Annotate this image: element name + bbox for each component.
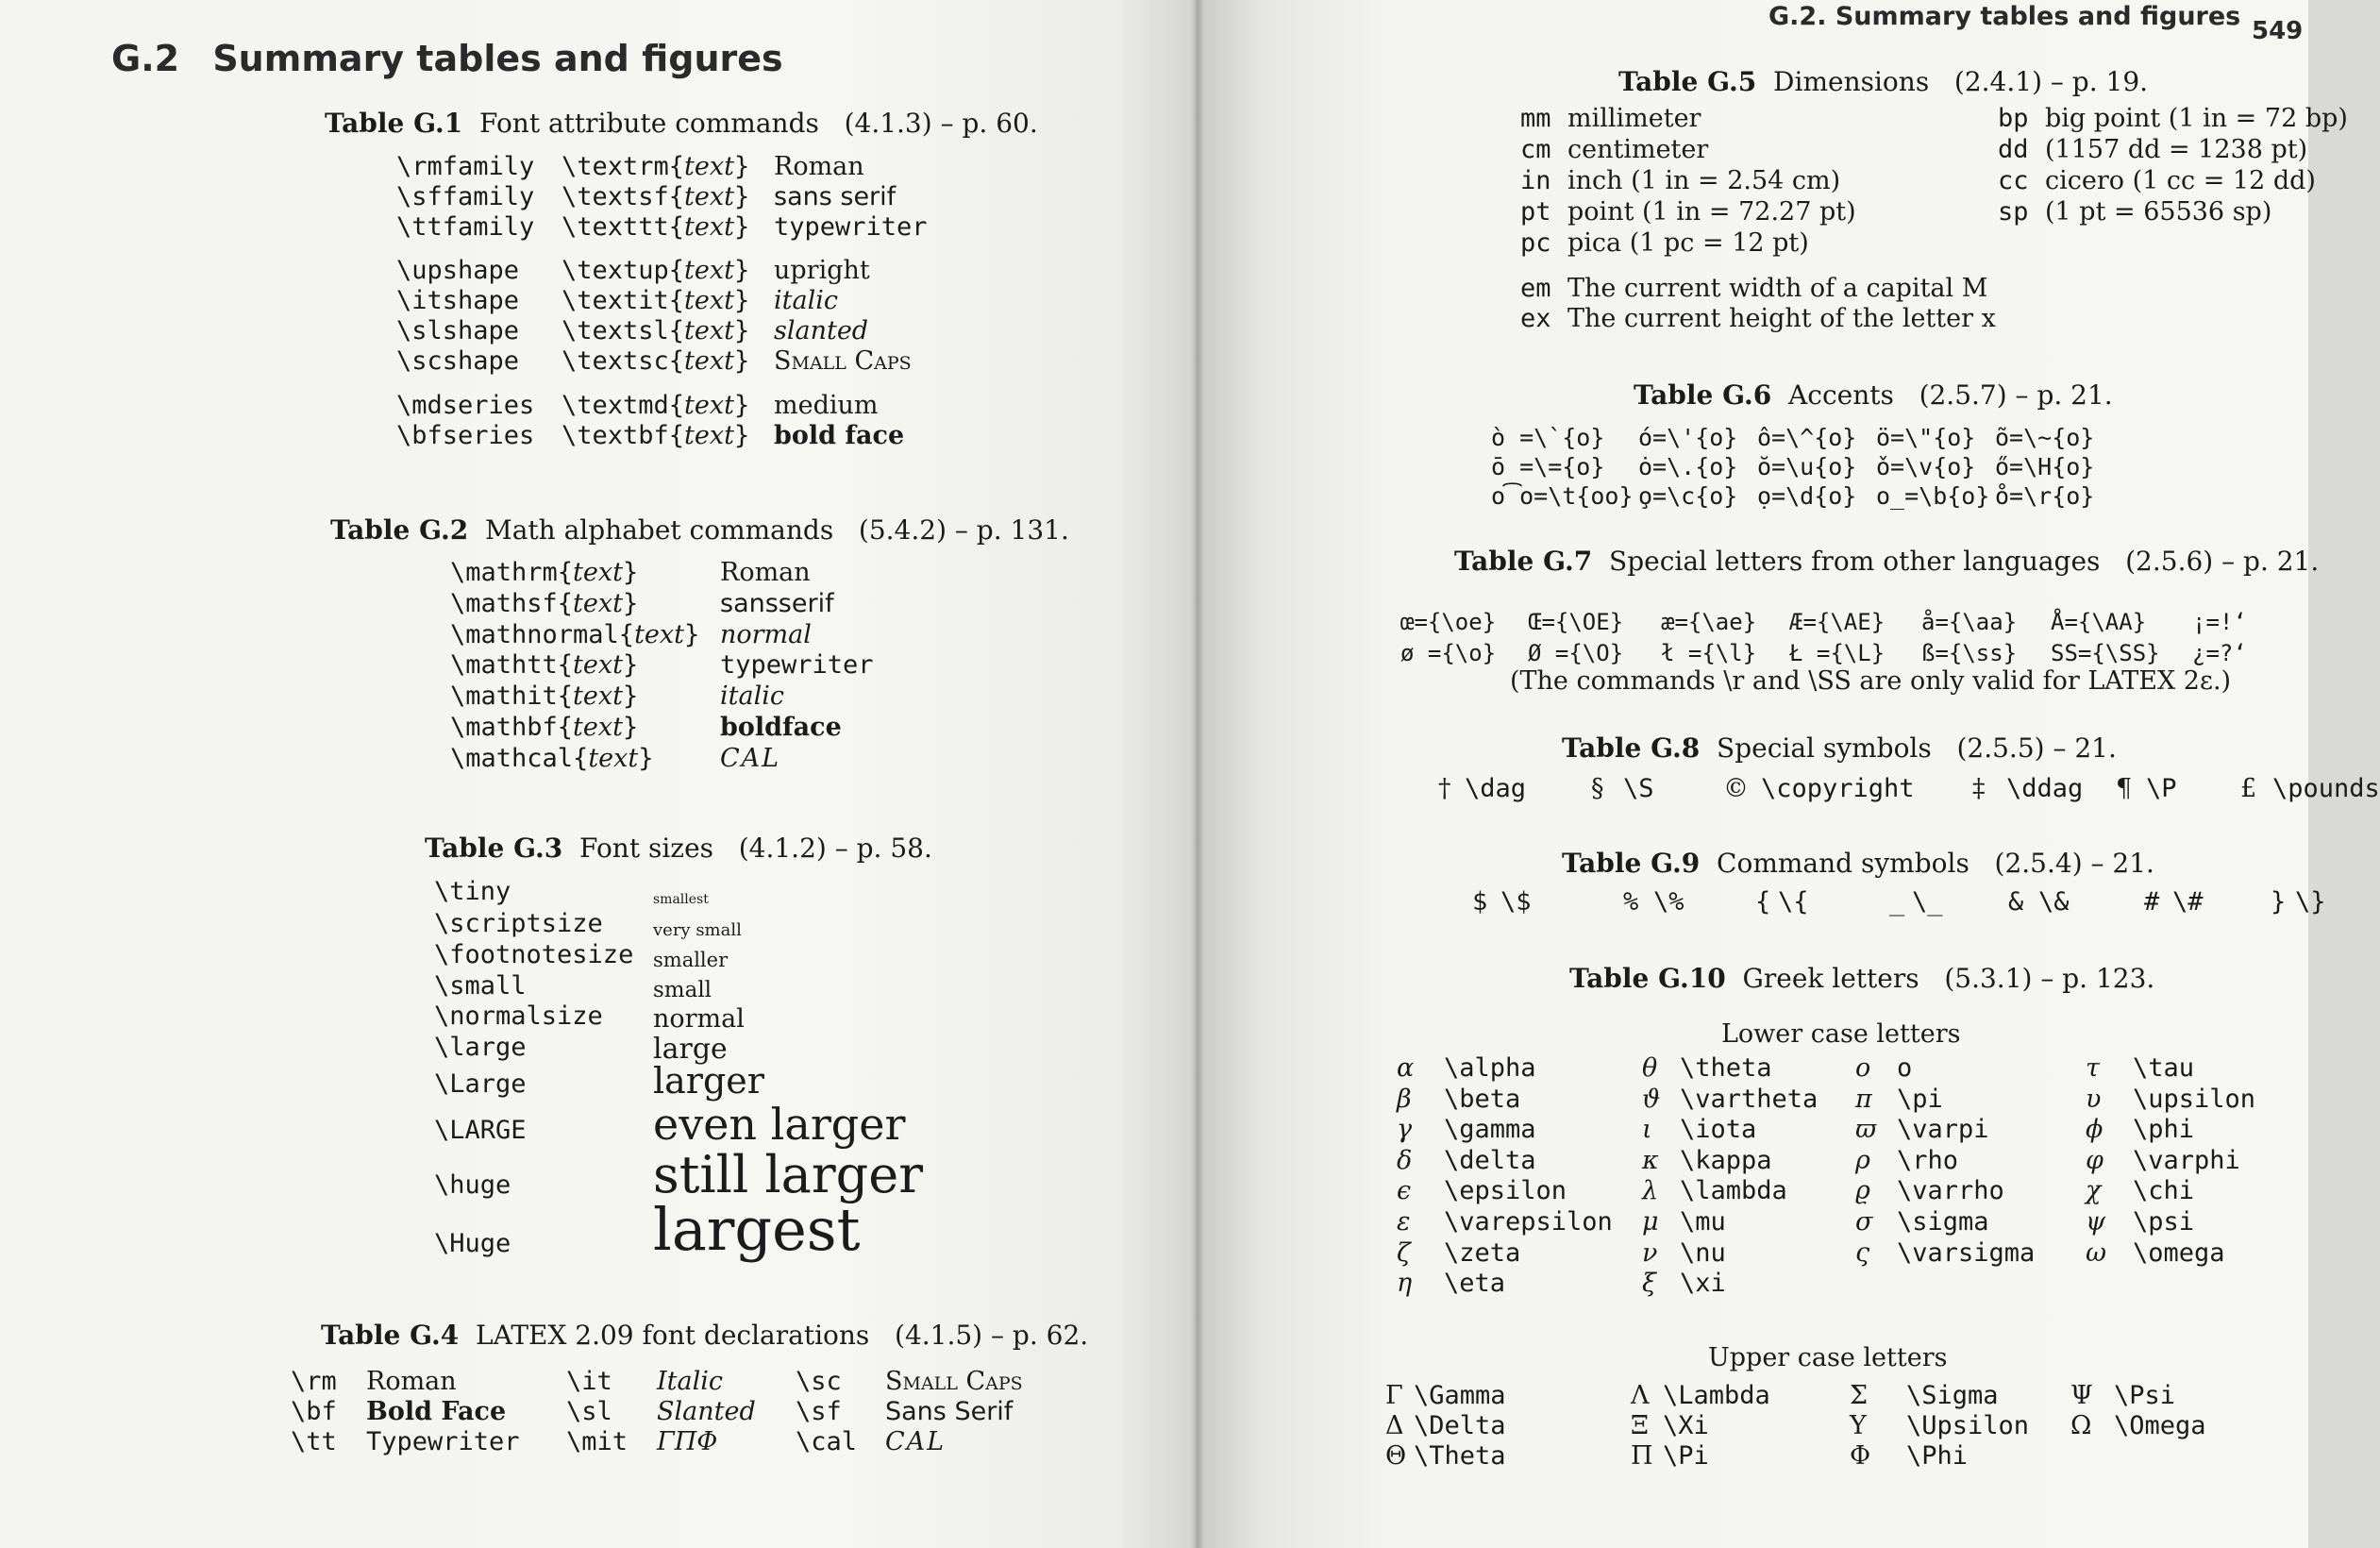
- font-sample: Bold Face: [366, 1397, 507, 1426]
- table-g3-caption: [425, 833, 932, 864]
- accent-entry: o̊=\r{o}: [1995, 482, 2095, 510]
- style-description: upright: [774, 256, 870, 285]
- size-sample: large: [653, 1032, 728, 1066]
- accent-entry: o̲=\b{o}: [1876, 482, 1990, 510]
- math-command: \mathit{text}: [450, 681, 639, 712]
- size-command: \normalsize: [434, 1001, 603, 1031]
- declaration-command: \itshape: [396, 286, 520, 315]
- greek-command: \varepsilon: [1444, 1207, 1613, 1237]
- greek-glyph: o: [1855, 1053, 1871, 1083]
- greek-glyph: ν: [1642, 1237, 1658, 1268]
- accent-entry: ō =\={o}: [1491, 453, 1605, 480]
- unit-abbrev: dd: [1998, 135, 2029, 164]
- greek-command: \Delta: [1414, 1411, 1506, 1440]
- greek-command: \Lambda: [1663, 1381, 1770, 1410]
- old-font-command: \bf: [291, 1397, 337, 1426]
- greek-command: \omega: [2133, 1237, 2225, 1268]
- size-sample: largest: [653, 1194, 861, 1264]
- book-gutter: [1191, 0, 1204, 1548]
- table-title: Math alphabet commands: [485, 514, 834, 546]
- symbol-command: \}: [2295, 887, 2326, 917]
- accent-entry: õ=\~{o}: [1995, 424, 2095, 451]
- table-ref: (2.5.4) – 21.: [1994, 848, 2154, 879]
- math-command: \mathcal{text}: [450, 743, 654, 773]
- unit-description: centimeter: [1567, 135, 1709, 164]
- greek-command: \chi: [2133, 1176, 2195, 1206]
- old-font-command: \sf: [796, 1397, 842, 1426]
- table-label: Table G.1: [325, 108, 463, 139]
- symbol-command: \copyright: [1761, 774, 1915, 803]
- greek-glyph: θ: [1642, 1053, 1658, 1083]
- greek-command: \delta: [1444, 1145, 1536, 1175]
- greek-glyph: λ: [1642, 1176, 1659, 1206]
- symbol-command: \P: [2146, 774, 2177, 803]
- symbol-glyph: &: [2008, 887, 2024, 917]
- accent-entry: o͡o=\t{oo}: [1491, 482, 1634, 510]
- greek-command: \nu: [1680, 1237, 1726, 1268]
- unit-description: The current height of the letter x: [1567, 304, 1996, 333]
- greek-command: \varphi: [2133, 1145, 2240, 1175]
- size-sample: smaller: [653, 948, 729, 971]
- greek-glyph: ϵ: [1397, 1176, 1412, 1206]
- greek-command: \Theta: [1414, 1441, 1506, 1471]
- font-sample: Italic: [657, 1367, 724, 1396]
- table-label: Table G.10: [1569, 963, 1726, 994]
- special-letter: Ø ={\O}: [1528, 640, 1624, 666]
- symbol-command: \pounds: [2272, 774, 2380, 803]
- style-description: typewriter: [774, 212, 928, 242]
- greek-command: \Upsilon: [1906, 1411, 2030, 1440]
- greek-glyph: Δ: [1385, 1411, 1404, 1440]
- text-command: \textsc{text}: [561, 346, 750, 376]
- size-command: \Large: [434, 1069, 527, 1099]
- greek-command: \Xi: [1663, 1411, 1709, 1440]
- declaration-command: \sffamily: [396, 182, 535, 211]
- unit-description: The current width of a capital M: [1567, 274, 1988, 303]
- greek-command: \iota: [1680, 1115, 1757, 1145]
- accent-entry: ö=\"{o}: [1876, 424, 1976, 451]
- table-label: Table G.2: [330, 514, 469, 546]
- greek-command: \varrho: [1897, 1176, 2004, 1206]
- symbol-glyph: }: [2271, 887, 2287, 917]
- special-letter: Å={\AA}: [2051, 609, 2147, 635]
- greek-glyph: Γ: [1385, 1381, 1403, 1410]
- greek-command: \eta: [1444, 1269, 1506, 1299]
- unit-description: inch (1 in = 2.54 cm): [1567, 166, 1841, 195]
- section-title: Summary tables and figures: [212, 38, 783, 79]
- accent-entry: ò =\`{o}: [1491, 424, 1605, 451]
- greek-glyph: Ψ: [2070, 1381, 2093, 1410]
- greek-command: \Pi: [1663, 1441, 1709, 1471]
- style-description: Small Caps: [774, 346, 912, 376]
- size-sample: still larger: [653, 1145, 924, 1205]
- greek-glyph: ξ: [1642, 1269, 1656, 1299]
- greek-glyph: Π: [1631, 1441, 1653, 1471]
- text-command: \textit{text}: [561, 286, 750, 315]
- declaration-command: \bfseries: [396, 421, 535, 450]
- greek-command: \lambda: [1680, 1176, 1787, 1206]
- special-letter: ł ={\l}: [1661, 640, 1757, 666]
- unit-description: pica (1 pc = 12 pt): [1567, 228, 1809, 258]
- greek-command: \alpha: [1444, 1053, 1536, 1083]
- table-title: Special letters from other languages: [1609, 546, 2101, 577]
- unit-abbrev: em: [1520, 274, 1551, 303]
- special-letter: ¿=?‘: [2192, 640, 2247, 666]
- table-g6-caption: [1634, 379, 2113, 411]
- greek-glyph: α: [1397, 1053, 1415, 1083]
- greek-glyph: ε: [1397, 1207, 1411, 1237]
- size-command: \huge: [434, 1170, 511, 1200]
- greek-glyph: Λ: [1631, 1381, 1650, 1410]
- greek-command: \Phi: [1906, 1441, 1969, 1471]
- size-command: \footnotesize: [434, 940, 634, 969]
- table-ref: (4.1.2) – p. 58.: [738, 833, 932, 864]
- alphabet-sample: sansserif: [720, 588, 834, 618]
- greek-glyph: ϖ: [1855, 1115, 1877, 1145]
- table-g7-note: (The commands \r and \SS are only valid for LATEX 2ε.): [1510, 666, 2232, 696]
- alphabet-sample: boldface: [720, 713, 842, 742]
- greek-glyph: η: [1397, 1269, 1413, 1299]
- old-font-command: \mit: [566, 1427, 629, 1456]
- greek-command: \beta: [1444, 1084, 1521, 1114]
- greek-command: \varsigma: [1897, 1237, 2036, 1268]
- greek-glyph: τ: [2086, 1053, 2100, 1083]
- unit-description: point (1 in = 72.27 pt): [1567, 197, 1856, 227]
- table-title: Font attribute commands: [479, 108, 819, 139]
- old-font-command: \rm: [291, 1367, 337, 1396]
- table-g7-caption: [1454, 546, 2319, 577]
- size-sample: small: [653, 977, 712, 1002]
- text-command: \textmd{text}: [561, 391, 750, 420]
- greek-glyph: ι: [1642, 1115, 1652, 1145]
- greek-command: \zeta: [1444, 1237, 1521, 1268]
- old-font-command: \sc: [796, 1367, 842, 1396]
- table-title: Command symbols: [1717, 848, 1969, 879]
- table-label: Table G.7: [1454, 546, 1593, 577]
- size-sample: even larger: [653, 1098, 906, 1150]
- greek-glyph: Φ: [1850, 1441, 1871, 1471]
- table-title: Font sizes: [579, 833, 714, 864]
- greek-glyph: Ξ: [1631, 1411, 1649, 1440]
- alphabet-sample: normal: [720, 619, 812, 649]
- table-ref: (4.1.5) – p. 62.: [895, 1320, 1089, 1351]
- special-letter: ¡=!‘: [2192, 609, 2247, 635]
- symbol-glyph: §: [1591, 774, 1604, 803]
- unit-description: millimeter: [1567, 104, 1701, 133]
- section-heading: [111, 38, 783, 79]
- table-ref: (2.5.5) – 21.: [1956, 732, 2117, 764]
- unit-abbrev: ex: [1520, 304, 1551, 333]
- special-letter: Œ={\OE}: [1528, 609, 1624, 635]
- table-label: Table G.3: [425, 833, 563, 864]
- greek-command: \upsilon: [2133, 1084, 2256, 1114]
- right-page: [1197, 0, 2380, 1548]
- greek-glyph: γ: [1397, 1115, 1413, 1145]
- unit-description: cicero (1 cc = 12 dd): [2045, 166, 2316, 195]
- table-ref: (4.1.3) – p. 60.: [844, 108, 1038, 139]
- greek-glyph: ρ: [1855, 1145, 1870, 1175]
- special-letter: ø ={\o}: [1400, 640, 1497, 666]
- greek-command: \Psi: [2114, 1381, 2176, 1410]
- accent-entry: ó=\'{o}: [1638, 424, 1738, 451]
- style-description: sans serif: [774, 182, 897, 211]
- font-sample: CAL: [885, 1427, 947, 1456]
- font-sample: Sans Serif: [885, 1397, 1014, 1426]
- old-font-command: \tt: [291, 1427, 337, 1456]
- text-command: \textsf{text}: [561, 182, 750, 211]
- style-description: bold face: [774, 421, 905, 450]
- old-font-command: \cal: [796, 1427, 858, 1456]
- special-letter: Æ={\AE}: [1789, 609, 1886, 635]
- style-description: italic: [774, 286, 838, 315]
- symbol-glyph: _: [1889, 887, 1905, 917]
- symbol-glyph: %: [1623, 887, 1639, 917]
- symbol-glyph: #: [2144, 887, 2160, 917]
- greek-command: \Sigma: [1906, 1381, 1999, 1410]
- greek-command: \pi: [1897, 1084, 1943, 1114]
- special-letter: å={\aa}: [1921, 609, 2018, 635]
- style-description: medium: [774, 391, 879, 420]
- table-ref: (2.5.7) – p. 21.: [1919, 379, 2113, 411]
- greek-glyph: Ω: [2070, 1411, 2092, 1440]
- accent-entry: ọ=\d{o}: [1757, 482, 1857, 510]
- greek-command: \rho: [1897, 1145, 1959, 1175]
- table-label: Table G.4: [321, 1320, 460, 1351]
- text-command: \texttt{text}: [561, 212, 750, 242]
- unit-abbrev: cc: [1998, 166, 2029, 195]
- table-g4-caption: [321, 1320, 1088, 1351]
- greek-command: o: [1897, 1053, 1913, 1083]
- accent-entry: ȯ=\.{o}: [1638, 453, 1738, 480]
- symbol-command: \%: [1653, 887, 1684, 917]
- unit-abbrev: in: [1520, 166, 1551, 195]
- text-command: \textbf{text}: [561, 421, 750, 450]
- lower-case-title: Lower case letters: [1721, 1019, 1961, 1049]
- table-ref: (5.4.2) – p. 131.: [858, 514, 1069, 546]
- table-title: Accents: [1788, 379, 1894, 411]
- greek-command: \epsilon: [1444, 1176, 1567, 1206]
- size-command: \scriptsize: [434, 909, 603, 938]
- font-sample: Roman: [366, 1367, 457, 1396]
- special-letter: ß={\ss}: [1921, 640, 2018, 666]
- unit-abbrev: bp: [1998, 104, 2029, 133]
- greek-command: \kappa: [1680, 1145, 1772, 1175]
- greek-command: \mu: [1680, 1207, 1726, 1237]
- math-command: \mathtt{text}: [450, 650, 639, 681]
- declaration-command: \rmfamily: [396, 152, 535, 181]
- greek-glyph: μ: [1642, 1207, 1659, 1237]
- table-title: Special symbols: [1717, 732, 1932, 764]
- alphabet-sample: typewriter: [720, 650, 874, 681]
- accent-entry: ǒ=\v{o}: [1876, 453, 1976, 480]
- greek-command: \gamma: [1444, 1115, 1536, 1145]
- table-g1-caption: [325, 108, 1038, 139]
- greek-command: \phi: [2133, 1115, 2195, 1145]
- unit-abbrev: cm: [1520, 135, 1551, 164]
- declaration-command: \slshape: [396, 316, 520, 345]
- special-letter: Ł ={\L}: [1789, 640, 1886, 666]
- symbol-glyph: ‡: [1972, 774, 1986, 803]
- page-number: 549: [2252, 17, 2304, 45]
- greek-glyph: ϑ: [1642, 1084, 1661, 1114]
- table-title: Greek letters: [1742, 963, 1919, 994]
- greek-glyph: ω: [2086, 1237, 2107, 1268]
- unit-abbrev: sp: [1998, 197, 2029, 227]
- greek-command: \tau: [2133, 1053, 2195, 1083]
- size-command: \large: [434, 1033, 527, 1062]
- size-sample: normal: [653, 1003, 745, 1034]
- size-command: \Huge: [434, 1229, 511, 1258]
- unit-description: (1157 dd = 1238 pt): [2045, 135, 2308, 164]
- text-command: \textrm{text}: [561, 152, 750, 181]
- size-command: \LARGE: [434, 1116, 527, 1145]
- greek-glyph: υ: [2086, 1084, 2102, 1114]
- symbol-command: \ddag: [2006, 774, 2084, 803]
- greek-command: \theta: [1680, 1053, 1772, 1083]
- math-command: \mathbf{text}: [450, 713, 639, 742]
- old-font-command: \sl: [566, 1397, 612, 1426]
- symbol-command: \dag: [1465, 774, 1527, 803]
- greek-command: \Gamma: [1414, 1381, 1506, 1410]
- declaration-command: \scshape: [396, 346, 520, 376]
- table-ref: (2.5.6) – p. 21.: [2125, 546, 2320, 577]
- symbol-command: \#: [2172, 887, 2204, 917]
- size-sample: very small: [653, 920, 742, 941]
- old-font-command: \it: [566, 1367, 612, 1396]
- symbol-glyph: ¶: [2116, 774, 2133, 803]
- greek-glyph: ϱ: [1855, 1176, 1870, 1206]
- table-title: LATEX 2.09 font declarations: [476, 1320, 870, 1351]
- symbol-glyph: £: [2240, 774, 2257, 803]
- greek-glyph: ψ: [2086, 1207, 2106, 1237]
- font-sample: Small Caps: [885, 1367, 1023, 1396]
- symbol-command: \{: [1778, 887, 1809, 917]
- size-sample: larger: [653, 1060, 764, 1102]
- greek-glyph: ς: [1855, 1237, 1870, 1268]
- symbol-glyph: $: [1472, 887, 1488, 917]
- table-label: Table G.6: [1634, 379, 1772, 411]
- math-command: \mathnormal{text}: [450, 619, 700, 649]
- greek-glyph: π: [1855, 1084, 1872, 1114]
- alphabet-sample: Roman: [720, 558, 811, 587]
- unit-description: (1 pt = 65536 sp): [2045, 197, 2272, 227]
- table-ref: (5.3.1) – p. 123.: [1944, 963, 2155, 994]
- greek-glyph: β: [1397, 1084, 1412, 1114]
- greek-command: \Omega: [2114, 1411, 2206, 1440]
- accent-entry: ŏ=\u{o}: [1757, 453, 1857, 480]
- symbol-command: \S: [1623, 774, 1654, 803]
- greek-glyph: Θ: [1385, 1441, 1407, 1471]
- alphabet-sample: CAL: [720, 743, 781, 773]
- greek-glyph: δ: [1397, 1145, 1413, 1175]
- unit-abbrev: pt: [1520, 197, 1551, 227]
- declaration-command: \ttfamily: [396, 212, 535, 242]
- table-g5-caption: [1618, 66, 2148, 97]
- size-command: \tiny: [434, 877, 511, 906]
- unit-description: big point (1 in = 72 bp): [2045, 104, 2348, 133]
- greek-glyph: Σ: [1850, 1381, 1869, 1410]
- greek-glyph: σ: [1855, 1207, 1873, 1237]
- size-command: \small: [434, 971, 527, 1001]
- style-description: Roman: [774, 152, 864, 181]
- style-description: slanted: [774, 316, 869, 345]
- special-letter: æ={\ae}: [1661, 609, 1757, 635]
- text-command: \textup{text}: [561, 256, 750, 285]
- math-command: \mathrm{text}: [450, 558, 639, 587]
- symbol-command: \&: [2038, 887, 2070, 917]
- table-title: Dimensions: [1773, 66, 1930, 97]
- greek-glyph: φ: [2086, 1145, 2103, 1175]
- alphabet-sample: italic: [720, 681, 784, 712]
- unit-abbrev: pc: [1520, 228, 1551, 258]
- symbol-glyph: †: [1438, 774, 1451, 803]
- table-label: Table G.9: [1562, 848, 1701, 879]
- declaration-command: \mdseries: [396, 391, 535, 420]
- table-label: Table G.8: [1562, 732, 1701, 764]
- section-number: G.2: [111, 38, 180, 79]
- symbol-command: \_: [1912, 887, 1943, 917]
- table-g2-caption: [330, 514, 1069, 546]
- font-sample: ΓΠΦ: [657, 1427, 718, 1456]
- unit-abbrev: mm: [1520, 104, 1551, 133]
- greek-command: \sigma: [1897, 1207, 1989, 1237]
- accent-entry: ô=\^{o}: [1757, 424, 1857, 451]
- special-letter: œ={\oe}: [1400, 609, 1497, 635]
- upper-case-title: Upper case letters: [1708, 1343, 1948, 1372]
- size-sample: smallest: [653, 892, 709, 908]
- table-g9-caption: [1562, 848, 2154, 879]
- symbol-glyph: {: [1755, 887, 1771, 917]
- accent-entry: o̧=\c{o}: [1638, 482, 1738, 510]
- accent-entry: ő=\H{o}: [1995, 453, 2095, 480]
- table-g8-caption: [1562, 732, 2117, 764]
- greek-command: \vartheta: [1680, 1084, 1819, 1114]
- greek-glyph: χ: [2086, 1176, 2102, 1206]
- font-sample: Slanted: [657, 1397, 756, 1426]
- table-ref: (2.4.1) – p. 19.: [1953, 66, 2149, 97]
- greek-command: \xi: [1680, 1269, 1726, 1299]
- table-label: Table G.5: [1618, 66, 1757, 97]
- font-sample: Typewriter: [366, 1427, 520, 1456]
- greek-glyph: κ: [1642, 1145, 1659, 1175]
- symbol-command: \$: [1500, 887, 1532, 917]
- text-command: \textsl{text}: [561, 316, 750, 345]
- special-letter: SS={\SS}: [2051, 640, 2160, 666]
- greek-command: \psi: [2133, 1207, 2195, 1237]
- greek-glyph: Υ: [1850, 1411, 1867, 1440]
- symbol-glyph: ©: [1723, 774, 1749, 803]
- running-header: G.2. Summary tables and figures: [1768, 2, 2241, 31]
- greek-command: \varpi: [1897, 1115, 1989, 1145]
- math-command: \mathsf{text}: [450, 588, 639, 618]
- greek-glyph: ζ: [1397, 1237, 1411, 1268]
- declaration-command: \upshape: [396, 256, 520, 285]
- greek-glyph: ϕ: [2086, 1115, 2103, 1145]
- table-g10-caption: [1569, 963, 2154, 994]
